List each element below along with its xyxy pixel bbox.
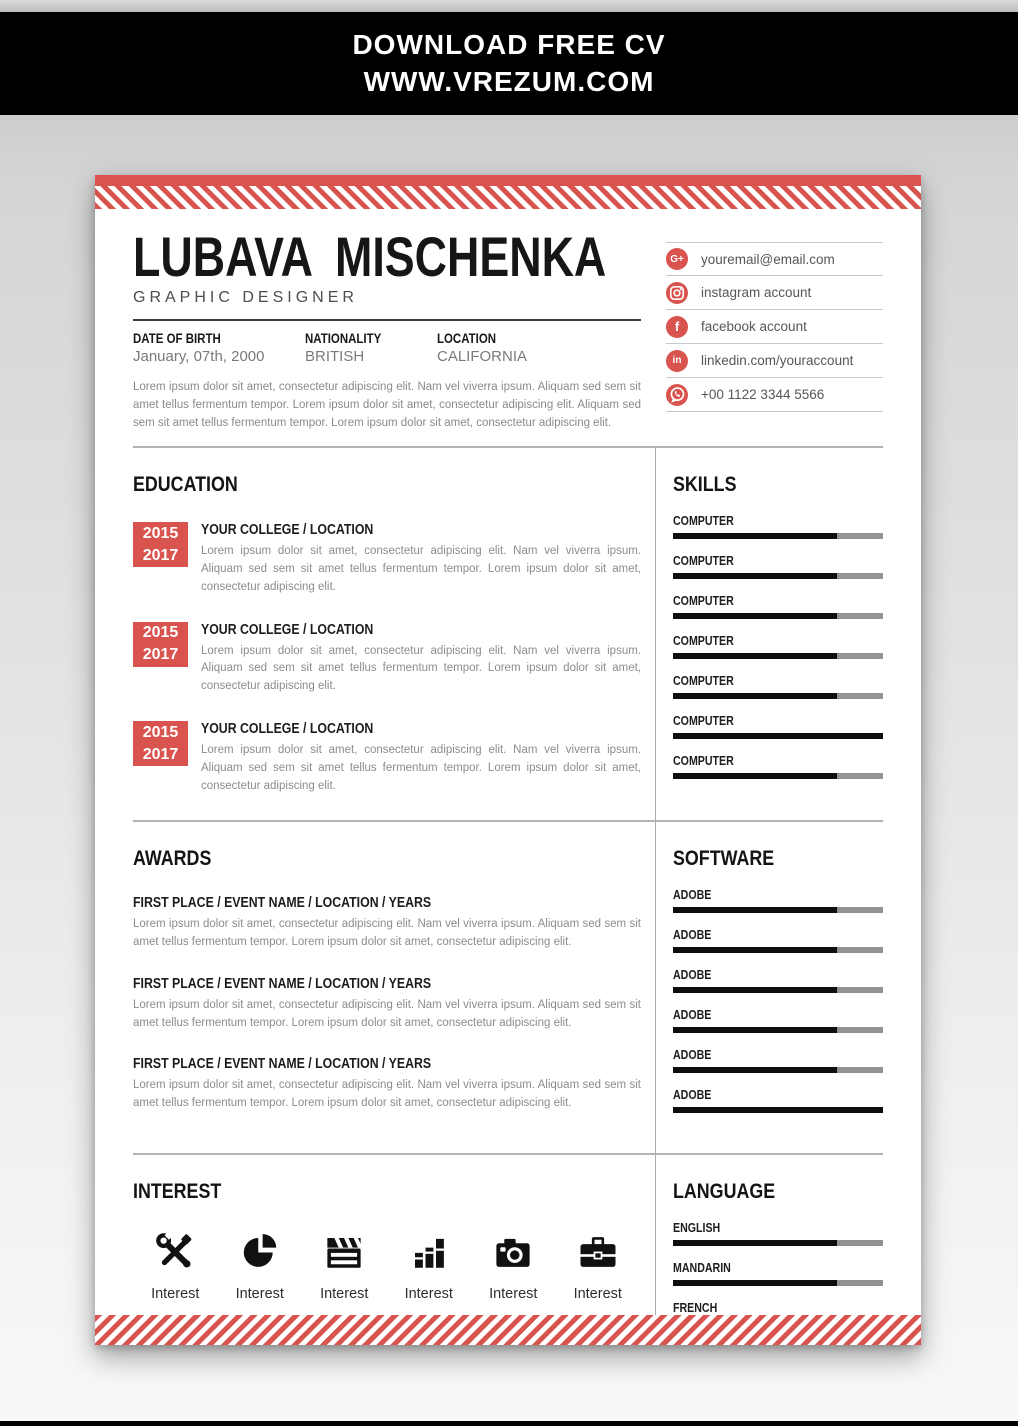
interest-label: Interest xyxy=(573,1286,622,1303)
title-divider xyxy=(133,319,641,321)
contact-email[interactable] xyxy=(666,242,883,276)
language-section xyxy=(655,1155,883,1341)
education-entry-description: Lorem ipsum dolor sit amet, consectetur adipiscing elit. Nam vel viverra ipsum. Aliquam sed sem sit amet tellus fermentum tempor. Lorem ipsum dolor sit amet, consectetur adipiscing elit. xyxy=(201,644,641,693)
award-entry-description: Lorem ipsum dolor sit amet, consectetur adipiscing elit. Nam vel viverra ipsum. Aliquam sed sem sit amet tellus fermentum tempor. Lorem ipsum dolor sit amet, consectetur adipiscing elit. xyxy=(133,918,641,948)
award-entry-title: FIRST PLACE / EVENT NAME / LOCATION / YEARS xyxy=(133,1056,432,1073)
info-label: NATIONALITY xyxy=(305,331,382,346)
interest-label: Interest xyxy=(404,1286,453,1303)
award-entry-description: Lorem ipsum dolor sit amet, consectetur adipiscing elit. Nam vel viverra ipsum. Aliquam sed sem sit amet tellus fermentum tempor. Lorem ipsum dolor sit amet, consectetur adipiscing elit. xyxy=(133,998,641,1029)
profile-summary: Lorem ipsum dolor sit amet, consectetur adipiscing elit. Nam vel viverra ipsum. Aliquam sed sem sit amet tellus fermentum tempor. Lorem ipsum dolor sit amet, consectetur adipiscing elit. Aliquam sed sem sit amet tellus fermentum tempor. Lorem ipsum dolor sit amet, consectetur adipiscing elit. xyxy=(133,381,641,430)
skill-bar xyxy=(673,533,883,539)
award-entry-title: FIRST PLACE / EVENT NAME / LOCATION / YEARS xyxy=(133,975,432,992)
google-plus-icon: G+ xyxy=(666,248,688,270)
contact-list xyxy=(666,229,883,432)
skill-bar xyxy=(673,573,883,579)
interest-item xyxy=(556,1231,641,1302)
award-entry-description: Lorem ipsum dolor sit amet, consectetur adipiscing elit. Nam vel viverra ipsum. Aliquam sed sem sit amet tellus fermentum tempor. Lorem ipsum dolor sit amet, consectetur adipiscing elit. xyxy=(133,1079,641,1110)
education-entry xyxy=(133,622,641,696)
contact-label: youremail@email.com xyxy=(701,251,835,267)
language-bar xyxy=(673,1240,883,1246)
education-heading: EDUCATION xyxy=(133,473,238,497)
briefcase-icon xyxy=(577,1231,619,1273)
banner-title: DOWNLOAD FREE CV xyxy=(352,29,666,60)
software-section xyxy=(655,822,883,1153)
whatsapp-icon xyxy=(666,384,688,406)
software-meter: ADOBE xyxy=(673,1088,883,1113)
skill-meter: COMPUTER xyxy=(673,714,883,739)
info-date-of-birth xyxy=(133,331,305,365)
info-label: DATE OF BIRTH xyxy=(133,331,221,346)
education-entry-title: YOUR COLLEGE / LOCATION xyxy=(201,522,374,539)
skill-meter: COMPUTER xyxy=(673,754,883,779)
skill-bar xyxy=(673,613,883,619)
info-location xyxy=(437,331,527,365)
contact-facebook[interactable] xyxy=(666,310,883,344)
education-entry xyxy=(133,522,641,596)
interest-section xyxy=(133,1155,655,1341)
software-heading: SOFTWARE xyxy=(673,847,775,871)
software-bar xyxy=(673,947,883,953)
software-meter: ADOBE xyxy=(673,1008,883,1033)
interest-item xyxy=(218,1231,303,1302)
info-label: LOCATION xyxy=(437,331,497,346)
interest-label: Interest xyxy=(151,1286,200,1303)
contact-label: instagram account xyxy=(701,285,812,300)
info-value: CALIFORNIA xyxy=(437,348,528,365)
interest-item xyxy=(471,1231,556,1302)
education-years-badge: 2015 2017 xyxy=(133,622,188,667)
footer-striped-band xyxy=(95,1315,921,1345)
software-bar xyxy=(673,987,883,993)
language-bar xyxy=(673,1280,883,1286)
promo-banner xyxy=(0,12,1018,115)
skills-section xyxy=(655,448,883,820)
tools-icon xyxy=(154,1231,196,1273)
software-bar xyxy=(673,907,883,913)
education-skills-row xyxy=(133,448,883,820)
skills-heading: SKILLS xyxy=(673,473,737,497)
bar-chart-icon xyxy=(408,1231,450,1273)
software-meter: ADOBE xyxy=(673,968,883,993)
header-red-bar xyxy=(95,175,921,186)
education-entry xyxy=(133,721,641,795)
resume-page xyxy=(95,175,921,1345)
contact-instagram[interactable] xyxy=(666,276,883,310)
software-meter: ADOBE xyxy=(673,928,883,953)
clapperboard-icon xyxy=(323,1231,365,1273)
language-meter: ENGLISH xyxy=(673,1221,883,1246)
personal-info-row xyxy=(133,331,641,365)
education-section xyxy=(133,448,655,820)
instagram-icon xyxy=(666,282,688,304)
pie-chart-icon xyxy=(239,1231,281,1273)
info-value: BRITISH xyxy=(305,348,365,365)
banner-url[interactable]: WWW.VREZUM.COM xyxy=(363,66,655,97)
contact-linkedin[interactable] xyxy=(666,344,883,378)
education-years-badge: 2015 2017 xyxy=(133,522,188,567)
software-bar xyxy=(673,1027,883,1033)
linkedin-icon: in xyxy=(666,350,688,372)
interest-heading: INTEREST xyxy=(133,1180,222,1204)
language-heading: LANGUAGE xyxy=(673,1180,776,1204)
interest-item xyxy=(133,1231,218,1302)
software-bar xyxy=(673,1107,883,1113)
education-entry-title: YOUR COLLEGE / LOCATION xyxy=(201,621,374,638)
skill-meter: COMPUTER xyxy=(673,514,883,539)
person-name: LUBAVA MISCHENKA xyxy=(133,225,607,288)
awards-section xyxy=(133,822,655,1153)
bottom-black-strip xyxy=(0,1421,1018,1426)
camera-icon xyxy=(492,1231,534,1273)
software-meter: ADOBE xyxy=(673,1048,883,1073)
skill-bar xyxy=(673,693,883,699)
contact-label: +00 1122 3344 5566 xyxy=(701,387,825,402)
language-meter: MANDARIN xyxy=(673,1261,883,1286)
skill-meter: COMPUTER xyxy=(673,634,883,659)
awards-software-row xyxy=(133,822,883,1153)
info-value: January, 07th, 2000 xyxy=(133,348,265,365)
award-entry xyxy=(133,895,641,952)
skill-meter: COMPUTER xyxy=(673,674,883,699)
software-meter: ADOBE xyxy=(673,888,883,913)
contact-label: linkedin.com/youraccount xyxy=(701,353,854,368)
skill-meter: COMPUTER xyxy=(673,594,883,619)
interest-item xyxy=(387,1231,472,1302)
skill-bar xyxy=(673,733,883,739)
header-striped-band xyxy=(95,186,921,209)
skill-bar xyxy=(673,653,883,659)
education-entry-description: Lorem ipsum dolor sit amet, consectetur adipiscing elit. Nam vel viverra ipsum. Aliquam sed sem sit amet tellus fermentum tempor. Lorem ipsum dolor sit amet, consectetur adipiscing elit. xyxy=(201,545,641,593)
contact-phone[interactable] xyxy=(666,378,883,412)
info-nationality xyxy=(305,331,437,365)
software-bar xyxy=(673,1067,883,1073)
education-entry-title: YOUR COLLEGE / LOCATION xyxy=(201,721,374,738)
resume-header xyxy=(133,209,883,432)
interest-grid xyxy=(133,1231,641,1302)
contact-label: facebook account xyxy=(701,319,807,334)
education-years-badge: 2015 2017 xyxy=(133,721,188,766)
top-gray-strip xyxy=(0,0,1018,12)
award-entry xyxy=(133,976,641,1033)
language-meter: FRENCH xyxy=(673,1301,883,1326)
awards-heading: AWARDS xyxy=(133,847,212,871)
interest-label: Interest xyxy=(320,1286,369,1303)
interest-label: Interest xyxy=(489,1286,538,1303)
facebook-icon: f xyxy=(666,316,688,338)
job-title: GRAPHIC DESIGNER xyxy=(133,289,358,306)
skill-meter: COMPUTER xyxy=(673,554,883,579)
interest-item xyxy=(302,1231,387,1302)
interest-language-row xyxy=(133,1155,883,1341)
award-entry xyxy=(133,1056,641,1113)
skill-bar xyxy=(673,773,883,779)
education-entry-description: Lorem ipsum dolor sit amet, consectetur adipiscing elit. Nam vel viverra ipsum. Aliquam sed sem sit amet tellus fermentum tempor. Lorem ipsum dolor sit amet, consectetur adipiscing elit. xyxy=(201,744,641,792)
interest-label: Interest xyxy=(235,1286,284,1303)
award-entry-title: FIRST PLACE / EVENT NAME / LOCATION / YEARS xyxy=(133,895,432,912)
